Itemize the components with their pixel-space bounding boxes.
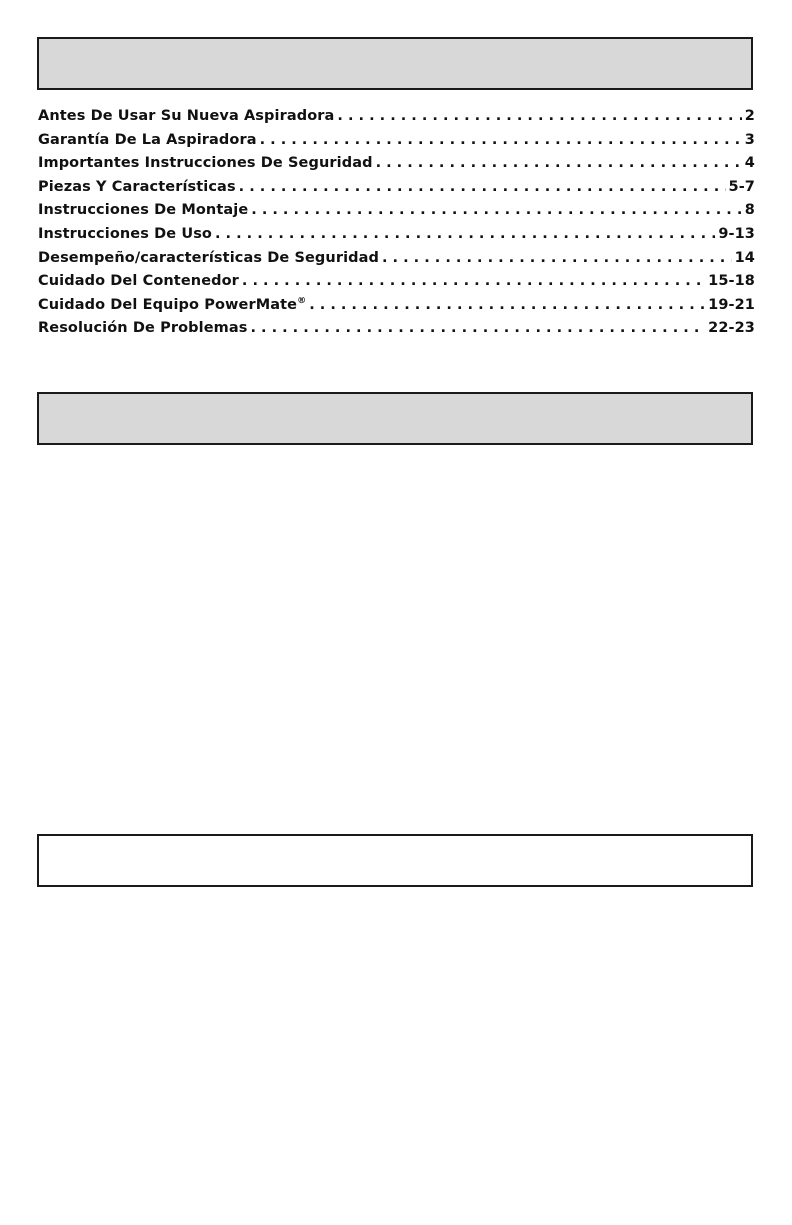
toc-entry-title: Desempeño/características De Seguridad <box>38 249 379 266</box>
toc-entry[interactable] <box>38 226 755 250</box>
toc-entry-page: 15-18 <box>708 273 755 290</box>
toc-entry[interactable] <box>38 202 755 226</box>
toc-leader-dots <box>309 297 705 313</box>
toc-entry[interactable] <box>38 250 755 274</box>
toc-entry[interactable] <box>38 132 755 156</box>
toc-leader-dots <box>376 155 742 171</box>
toc-entry-title: Instrucciones De Uso <box>38 225 212 242</box>
toc-leader-dots <box>382 250 732 266</box>
toc-entry-page: 5-7 <box>728 178 755 195</box>
toc-entry-title: Resolución De Problemas <box>38 320 248 337</box>
toc-leader-dots <box>242 273 705 289</box>
header-box-middle <box>37 392 753 445</box>
registered-trademark-mark: ® <box>297 296 307 306</box>
toc-entry[interactable] <box>38 179 755 203</box>
toc-entry-title: Antes De Usar Su Nueva Aspiradora <box>38 108 335 124</box>
toc-leader-dots <box>215 226 715 242</box>
toc-entry[interactable] <box>38 108 755 132</box>
toc-entry-page: 19-21 <box>708 296 755 313</box>
toc-entry[interactable] <box>38 320 755 344</box>
header-box-top <box>37 37 753 90</box>
toc-entry-page: 4 <box>744 155 755 172</box>
toc-entry-page: 8 <box>744 202 755 219</box>
toc-entry-title: Instrucciones De Montaje <box>38 202 249 219</box>
toc-entry[interactable] <box>38 297 755 321</box>
toc-entry-title: Cuidado Del Contenedor <box>38 273 239 290</box>
toc-entry-page: 2 <box>744 108 755 124</box>
toc-entry-title: Piezas Y Características <box>38 178 236 195</box>
header-box-bottom <box>37 834 753 887</box>
toc-entry[interactable] <box>38 273 755 297</box>
toc-entry-title: Importantes Instrucciones De Seguridad <box>38 155 373 172</box>
toc-entry-page: 14 <box>734 249 755 266</box>
toc-leader-dots <box>337 108 741 124</box>
toc-entry-page: 22-23 <box>708 320 755 337</box>
toc-leader-dots <box>251 202 742 218</box>
toc-leader-dots <box>260 132 742 148</box>
toc-entry-title: Garantía De La Aspiradora <box>38 131 257 148</box>
toc-entry-title-text: Cuidado Del Equipo PowerMate <box>38 296 298 313</box>
toc-entry-page: 3 <box>744 131 755 148</box>
toc-leader-dots <box>239 179 726 195</box>
toc-entry-page: 9-13 <box>718 225 755 242</box>
table-of-contents <box>38 108 755 344</box>
toc-leader-dots <box>250 320 705 336</box>
toc-entry-title <box>38 297 306 313</box>
toc-entry[interactable] <box>38 155 755 179</box>
